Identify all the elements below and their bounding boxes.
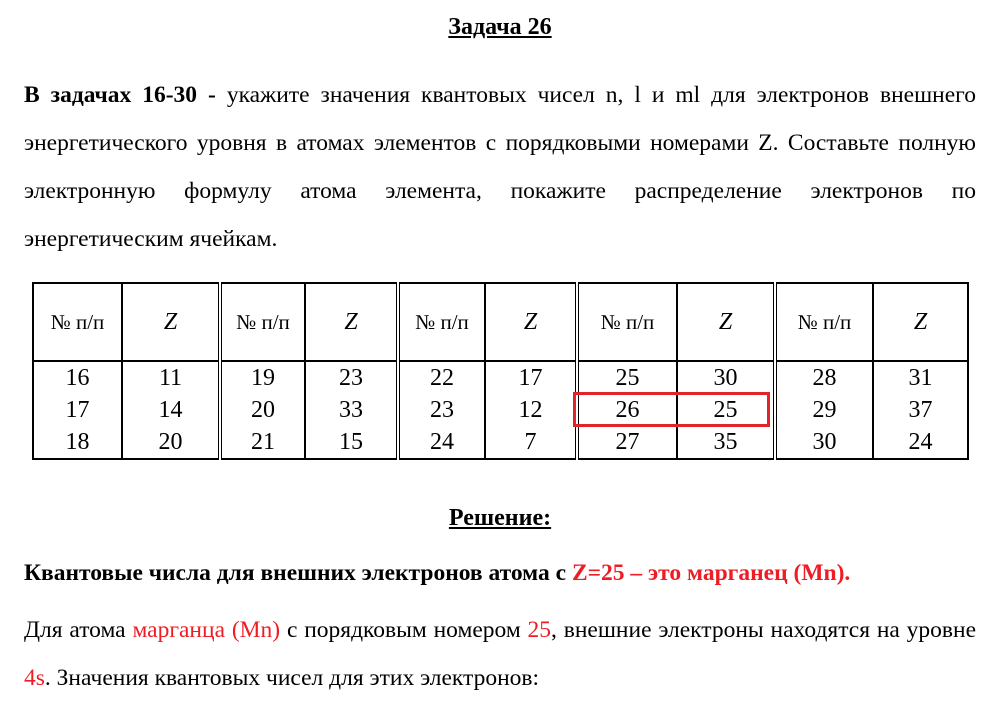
table-cell: 22 — [398, 361, 485, 394]
para-highlight-element: марганца (Mn) — [132, 617, 281, 643]
table-row — [33, 426, 968, 459]
table-cell: 35 — [677, 426, 775, 459]
problem-statement — [24, 71, 976, 263]
table-cell: 14 — [122, 394, 220, 426]
header-z: Z — [677, 283, 775, 361]
table-cell: 37 — [873, 394, 968, 426]
para-text: с порядковым номером — [280, 617, 528, 643]
problem-title: Задача 26 — [448, 14, 552, 40]
table-cell: 29 — [775, 394, 873, 426]
solution-heading: Решение: — [448, 505, 552, 531]
solution-line-1 — [24, 560, 994, 587]
para-text: . Значения квантовых чисел для этих электронов: — [44, 665, 540, 691]
para-text: , внешние электроны находятся на уровне — [551, 617, 977, 643]
table-cell: 16 — [33, 361, 122, 394]
header-number: № п/п — [398, 283, 485, 361]
header-number: № п/п — [33, 283, 122, 361]
line1-highlight: Z=25 – это марганец (Mn). — [571, 560, 851, 586]
table-cell: 30 — [775, 426, 873, 459]
table-cell: 7 — [485, 426, 577, 459]
header-z: Z — [873, 283, 968, 361]
highlighted-cell-z: 25 — [677, 394, 775, 426]
table-row — [33, 361, 968, 394]
table-cell: 25 — [577, 361, 677, 394]
table-cell: 20 — [220, 394, 305, 426]
table-cell: 11 — [122, 361, 220, 394]
table-cell: 18 — [33, 426, 122, 459]
table-cell: 27 — [577, 426, 677, 459]
table-cell: 17 — [33, 394, 122, 426]
table-cell: 23 — [398, 394, 485, 426]
table-cell: 21 — [220, 426, 305, 459]
table-cell: 20 — [122, 426, 220, 459]
para-highlight-level: 4s — [24, 665, 45, 691]
header-number: № п/п — [577, 283, 677, 361]
header-number: № п/п — [775, 283, 873, 361]
table-cell: 23 — [305, 361, 398, 394]
statement-lead: В задачах 16-30 - — [24, 82, 216, 108]
line1-text: Квантовые числа для внешних электронов атома с — [24, 560, 572, 586]
table-cell: 24 — [873, 426, 968, 459]
table-cell: 31 — [873, 361, 968, 394]
element-number-table — [32, 282, 969, 460]
para-highlight-number: 25 — [527, 617, 552, 643]
header-number: № п/п — [220, 283, 305, 361]
solution-paragraph — [24, 606, 976, 702]
table-cell: 30 — [677, 361, 775, 394]
table-cell: 24 — [398, 426, 485, 459]
table-cell: 28 — [775, 361, 873, 394]
table-row — [33, 394, 968, 426]
header-z: Z — [485, 283, 577, 361]
table-cell: 12 — [485, 394, 577, 426]
table-header-row — [33, 283, 968, 361]
table-cell: 15 — [305, 426, 398, 459]
highlighted-cell-number: 26 — [577, 394, 677, 426]
header-z: Z — [122, 283, 220, 361]
para-text: Для атома — [24, 617, 133, 643]
statement-text: укажите значения квантовых чисел n, l и ml для электронов внешнего энергетического уровня в атомах элементов с порядковыми номерами Z. Составьте полную электронную формулу атома элемента, покажите распределение электронов по энергетическим ячейкам. — [24, 82, 976, 252]
header-z: Z — [305, 283, 398, 361]
table-cell: 19 — [220, 361, 305, 394]
table-cell: 33 — [305, 394, 398, 426]
table-cell: 17 — [485, 361, 577, 394]
